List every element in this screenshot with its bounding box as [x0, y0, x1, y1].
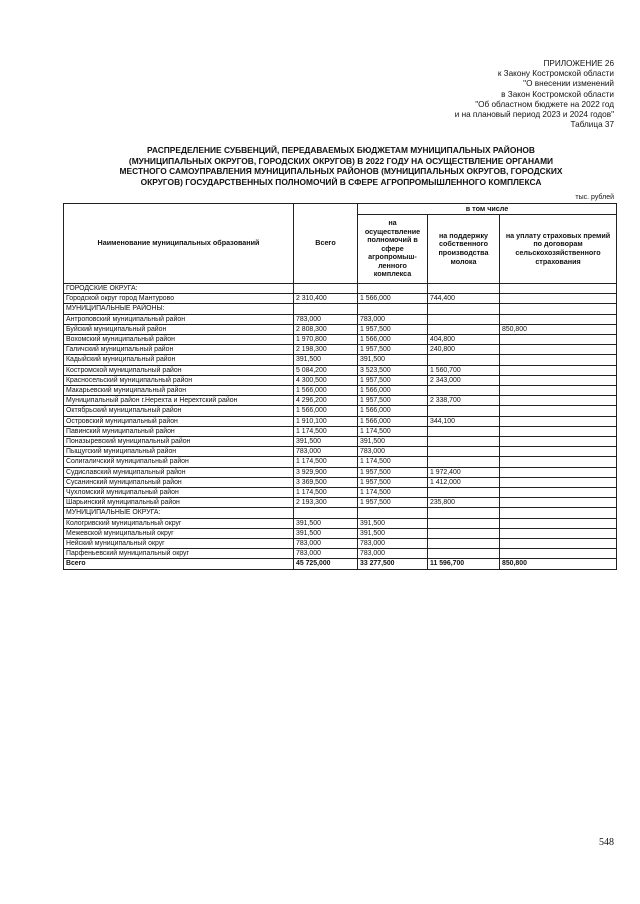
total-cell: 783,000	[294, 549, 358, 559]
municipality-name-cell: Красносельский муниципальный район	[64, 375, 294, 385]
units-label: тыс. рублей	[575, 194, 614, 201]
municipality-name-cell: Костромской муниципальный район	[64, 365, 294, 375]
table-row	[64, 528, 617, 538]
empty-cell	[428, 284, 500, 294]
agro-cell: 783,000	[358, 549, 428, 559]
title-line: (МУНИЦИПАЛЬНЫХ ОКРУГОВ, ГОРОДСКИХ ОКРУГОВ) В 2022 ГОДУ НА ОСУЩЕСТВЛЕНИЕ ОРГАНАМИ	[128, 155, 554, 166]
milk-cell: 344,100	[428, 416, 500, 426]
total-cell: 1 174,500	[294, 426, 358, 436]
insurance-cell	[500, 457, 617, 467]
milk-cell	[428, 324, 500, 334]
agro-cell: 1 957,500	[358, 375, 428, 385]
table-row	[64, 539, 617, 549]
agro-cell: 783,000	[358, 447, 428, 457]
municipality-name-cell: Буйский муниципальный район	[64, 324, 294, 334]
municipality-name-cell: Октябрьский муниципальный район	[64, 406, 294, 416]
agro-cell: 1 174,500	[358, 426, 428, 436]
agro-cell: 3 523,500	[358, 365, 428, 375]
table-row	[64, 447, 617, 457]
insurance-cell	[500, 447, 617, 457]
municipality-name-cell: Поназыревский муниципальный район	[64, 437, 294, 447]
section-row	[64, 304, 617, 314]
empty-cell	[428, 304, 500, 314]
total-cell: 2 198,300	[294, 345, 358, 355]
title-line: ОКРУГОВ) ГОСУДАРСТВЕННЫХ ПОЛНОМОЧИЙ В СФЕРЕ АГРОПРОМЫШЛЕННОГО КОМПЛЕКСА	[140, 176, 542, 187]
municipality-name-cell: Шарьинский муниципальный район	[64, 498, 294, 508]
insurance-total-cell: 850,800	[500, 559, 617, 569]
total-cell: 1 174,500	[294, 488, 358, 498]
section-label: МУНИЦИПАЛЬНЫЕ РАЙОНЫ:	[64, 304, 294, 314]
document-title	[72, 145, 610, 187]
milk-cell	[428, 406, 500, 416]
municipality-name-cell: Кологривский муниципальный округ	[64, 518, 294, 528]
table-row	[64, 416, 617, 426]
municipality-name-cell: Межевской муниципальный округ	[64, 528, 294, 538]
agro-cell: 1 566,000	[358, 406, 428, 416]
milk-cell	[428, 518, 500, 528]
table-row	[64, 467, 617, 477]
agro-total-cell: 33 277,500	[358, 559, 428, 569]
header-sub-insurance: на уплату страховых премий по договорам сельскохозяйственного страхования	[500, 215, 617, 284]
total-cell: 1 566,000	[294, 406, 358, 416]
milk-cell: 235,800	[428, 498, 500, 508]
header-line: "Об областном бюджете на 2022 год	[475, 99, 614, 109]
total-label-cell: Всего	[64, 559, 294, 569]
insurance-cell	[500, 335, 617, 345]
municipality-name-cell: Муниципальный район г.Нерехта и Нерехтский район	[64, 396, 294, 406]
agro-cell: 391,500	[358, 528, 428, 538]
insurance-cell	[500, 518, 617, 528]
milk-cell: 744,400	[428, 294, 500, 304]
municipality-name-cell: Макарьевский муниципальный район	[64, 386, 294, 396]
table-row	[64, 457, 617, 467]
municipality-name-cell: Островский муниципальный район	[64, 416, 294, 426]
insurance-cell	[500, 406, 617, 416]
table-row	[64, 324, 617, 334]
milk-cell	[428, 528, 500, 538]
header-name: Наименование муниципальных образований	[64, 204, 294, 284]
title-line: МЕСТНОГО САМОУПРАВЛЕНИЯ МУНИЦИПАЛЬНЫХ РАЙОНОВ (МУНИЦИПАЛЬНЫХ ОКРУГОВ, ГОРОДСКИХ	[119, 166, 563, 177]
total-cell: 4 296,200	[294, 396, 358, 406]
table-row	[64, 477, 617, 487]
insurance-cell	[500, 314, 617, 324]
total-cell: 1 970,800	[294, 335, 358, 345]
municipality-name-cell: Чухломский муниципальный район	[64, 488, 294, 498]
agro-cell: 1 957,500	[358, 498, 428, 508]
milk-cell: 1 560,700	[428, 365, 500, 375]
empty-cell	[294, 284, 358, 294]
insurance-cell	[500, 467, 617, 477]
agro-cell: 391,500	[358, 355, 428, 365]
insurance-cell	[500, 365, 617, 375]
page-number: 548	[599, 837, 614, 848]
milk-cell	[428, 447, 500, 457]
total-cell: 2 193,300	[294, 498, 358, 508]
milk-cell: 404,800	[428, 335, 500, 345]
table-row	[64, 375, 617, 385]
municipality-name-cell: Пыщугский муниципальный район	[64, 447, 294, 457]
table-row	[64, 396, 617, 406]
header-line: "О внесении изменений	[523, 79, 614, 89]
empty-cell	[500, 304, 617, 314]
table-row	[64, 426, 617, 436]
table-row	[64, 345, 617, 355]
insurance-cell	[500, 345, 617, 355]
table-row	[64, 498, 617, 508]
total-cell: 2 310,400	[294, 294, 358, 304]
total-cell: 1 174,500	[294, 457, 358, 467]
header-line: к Закону Костромской области	[497, 69, 614, 79]
empty-cell	[358, 284, 428, 294]
table-row	[64, 314, 617, 324]
insurance-cell	[500, 396, 617, 406]
municipality-name-cell: Вохомский муниципальный район	[64, 335, 294, 345]
milk-cell	[428, 355, 500, 365]
agro-cell: 1 957,500	[358, 324, 428, 334]
section-row	[64, 508, 617, 518]
agro-cell: 1 957,500	[358, 345, 428, 355]
total-cell: 783,000	[294, 539, 358, 549]
insurance-cell	[500, 528, 617, 538]
total-row	[64, 559, 617, 569]
empty-cell	[500, 284, 617, 294]
empty-cell	[358, 304, 428, 314]
empty-cell	[294, 508, 358, 518]
header-line: и на плановый период 2023 и 2024 годов"	[454, 110, 614, 120]
municipality-name-cell: Парфеньевский муниципальный округ	[64, 549, 294, 559]
agro-cell: 1 174,500	[358, 457, 428, 467]
header-sub-milk: на поддержку собственного производства молока	[428, 215, 500, 284]
table-row	[64, 488, 617, 498]
municipality-name-cell: Городской округ город Мантурово	[64, 294, 294, 304]
milk-cell: 1 972,400	[428, 467, 500, 477]
agro-cell: 1 566,000	[358, 294, 428, 304]
table-row	[64, 406, 617, 416]
agro-cell: 1 957,500	[358, 396, 428, 406]
empty-cell	[294, 304, 358, 314]
insurance-cell	[500, 549, 617, 559]
milk-cell: 2 338,700	[428, 396, 500, 406]
insurance-cell	[500, 416, 617, 426]
milk-cell	[428, 549, 500, 559]
total-cell: 3 929,900	[294, 467, 358, 477]
insurance-cell	[500, 437, 617, 447]
milk-cell	[428, 386, 500, 396]
insurance-cell	[500, 294, 617, 304]
table-row	[64, 437, 617, 447]
insurance-cell: 850,800	[500, 324, 617, 334]
total-cell: 5 084,200	[294, 365, 358, 375]
total-cell: 783,000	[294, 447, 358, 457]
total-cell: 4 300,500	[294, 375, 358, 385]
subvention-table	[63, 203, 617, 570]
header-group: в том числе	[358, 204, 617, 215]
municipality-name-cell: Кадыйский муниципальный район	[64, 355, 294, 365]
section-row	[64, 284, 617, 294]
table-row	[64, 335, 617, 345]
total-cell: 391,500	[294, 437, 358, 447]
agro-cell: 1 957,500	[358, 467, 428, 477]
agro-cell: 1 566,000	[358, 386, 428, 396]
municipality-name-cell: Галичский муниципальный район	[64, 345, 294, 355]
grand-total-cell: 45 725,000	[294, 559, 358, 569]
header-total: Всего	[294, 204, 358, 284]
total-cell: 2 808,300	[294, 324, 358, 334]
table-row	[64, 365, 617, 375]
table-row	[64, 518, 617, 528]
insurance-cell	[500, 539, 617, 549]
insurance-cell	[500, 488, 617, 498]
milk-cell	[428, 488, 500, 498]
total-cell: 1 566,000	[294, 386, 358, 396]
total-cell: 1 910,100	[294, 416, 358, 426]
agro-cell: 1 957,500	[358, 477, 428, 487]
insurance-cell	[500, 426, 617, 436]
agro-cell: 783,000	[358, 314, 428, 324]
agro-cell: 391,500	[358, 437, 428, 447]
total-cell: 391,500	[294, 355, 358, 365]
municipality-name-cell: Солигаличский муниципальный район	[64, 457, 294, 467]
insurance-cell	[500, 375, 617, 385]
table-body	[64, 284, 617, 570]
table-number: Таблица 37	[570, 120, 614, 130]
milk-cell	[428, 437, 500, 447]
insurance-cell	[500, 386, 617, 396]
table-row	[64, 386, 617, 396]
empty-cell	[428, 508, 500, 518]
header-line: в Закон Костромской области	[501, 89, 614, 99]
agro-cell: 391,500	[358, 518, 428, 528]
milk-cell: 1 412,000	[428, 477, 500, 487]
total-cell: 3 369,500	[294, 477, 358, 487]
municipality-name-cell: Павинский муниципальный район	[64, 426, 294, 436]
total-cell: 391,500	[294, 528, 358, 538]
agro-cell: 1 174,500	[358, 488, 428, 498]
milk-cell: 240,800	[428, 345, 500, 355]
milk-cell	[428, 539, 500, 549]
milk-cell: 2 343,000	[428, 375, 500, 385]
insurance-cell	[500, 355, 617, 365]
total-cell: 391,500	[294, 518, 358, 528]
appendix-header	[455, 59, 614, 130]
milk-total-cell: 11 596,700	[428, 559, 500, 569]
milk-cell	[428, 457, 500, 467]
municipality-name-cell: Сусанинский муниципальный район	[64, 477, 294, 487]
insurance-cell	[500, 498, 617, 508]
header-line: ПРИЛОЖЕНИЕ 26	[543, 59, 614, 68]
agro-cell: 1 566,000	[358, 335, 428, 345]
section-label: ГОРОДСКИЕ ОКРУГА:	[64, 284, 294, 294]
table-row	[64, 294, 617, 304]
agro-cell: 783,000	[358, 539, 428, 549]
table-row	[64, 549, 617, 559]
municipality-name-cell: Нейский муниципальный округ	[64, 539, 294, 549]
agro-cell: 1 566,000	[358, 416, 428, 426]
milk-cell	[428, 314, 500, 324]
table-row	[64, 355, 617, 365]
milk-cell	[428, 426, 500, 436]
municipality-name-cell: Антроповский муниципальный район	[64, 314, 294, 324]
title-line: РАСПРЕДЕЛЕНИЕ СУБВЕНЦИЙ, ПЕРЕДАВАЕМЫХ БЮДЖЕТАМ МУНИЦИПАЛЬНЫХ РАЙОНОВ	[147, 145, 535, 155]
total-cell: 783,000	[294, 314, 358, 324]
empty-cell	[358, 508, 428, 518]
empty-cell	[500, 508, 617, 518]
section-label: МУНИЦИПАЛЬНЫЕ ОКРУГА:	[64, 508, 294, 518]
municipality-name-cell: Судиславский муниципальный район	[64, 467, 294, 477]
insurance-cell	[500, 477, 617, 487]
header-sub-agro: на осуществление полномочий в сфере агропромыш-ленного комплекса	[358, 215, 428, 284]
